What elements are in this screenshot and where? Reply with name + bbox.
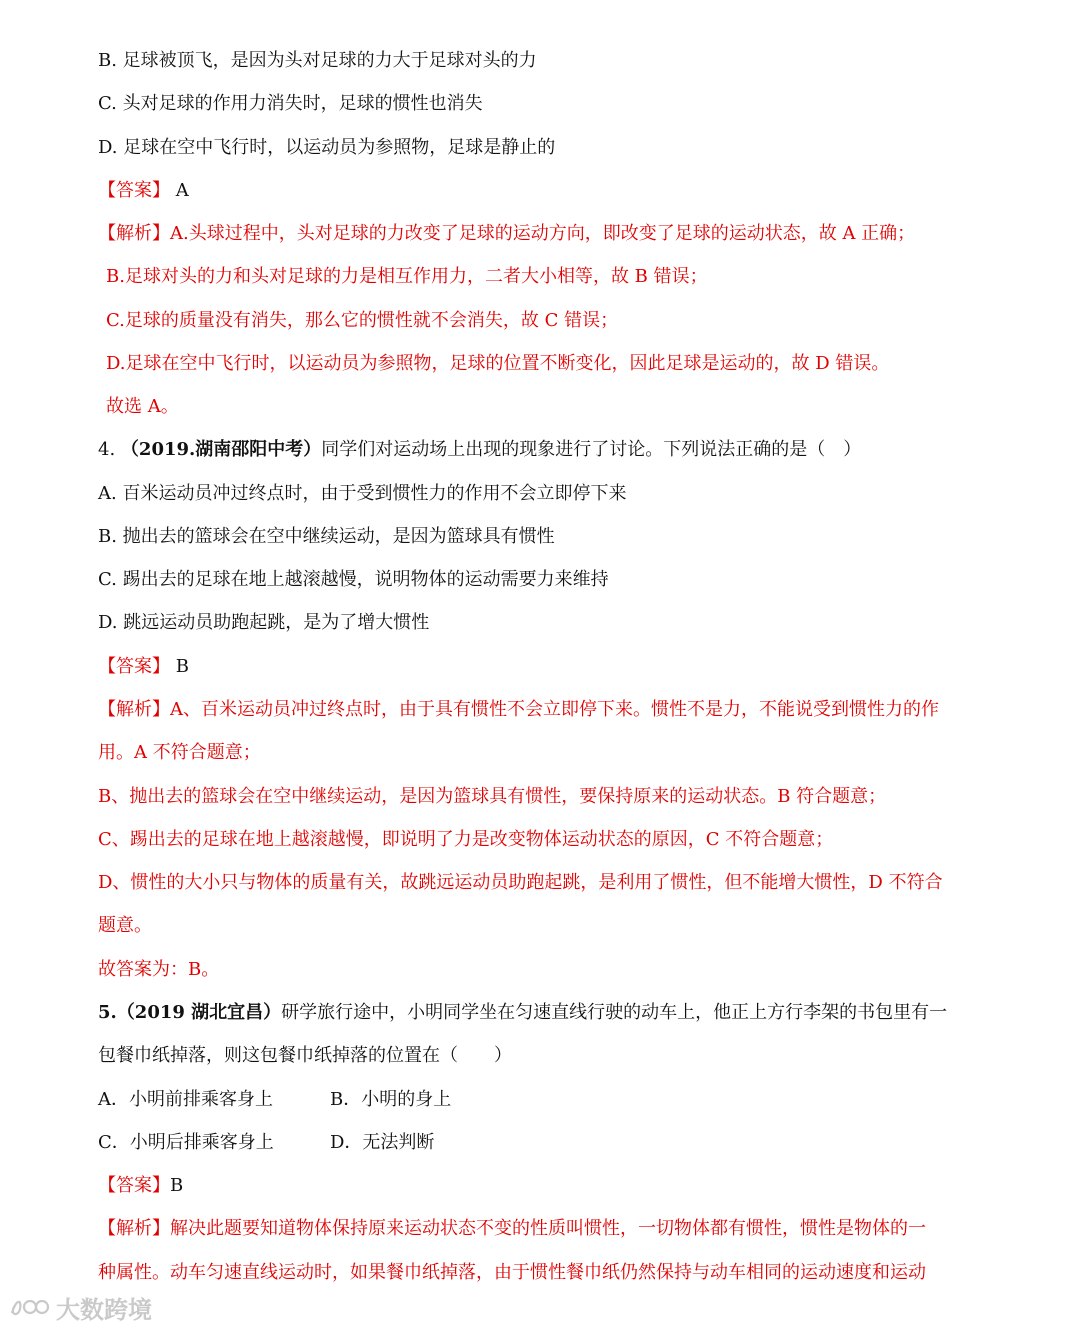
q4-answer [98, 655, 988, 679]
q5-stem-line-1 [98, 1001, 988, 1025]
watermark-logo-icon [8, 1295, 50, 1319]
q3-analysis-line-2: B.足球对头的力和头对足球的力是相互作用力，二者大小相等，故 B 错误； [106, 266, 708, 287]
q3-analysis-line-3: C.足球的质量没有消失，那么它的惯性就不会消失，故 C 错误； [106, 310, 619, 331]
q4-option-b: B. 抛出去的篮球会在空中继续运动，是因为篮球具有惯性 [98, 526, 555, 547]
q5-analysis-line-1 [98, 1217, 988, 1241]
q5-answer [98, 1174, 988, 1198]
q5-options-row-2 [98, 1131, 988, 1155]
q3-analysis-line-5: 故选 A。 [106, 396, 179, 417]
q4-option-c: C. 踢出去的足球在地上越滚越慢，说明物体的运动需要力来维持 [98, 569, 609, 590]
q5-stem-text-1: 研学旅行途中，小明同学坐在匀速直线行驶的动车上，他正上方行李架的书包里有一 [281, 1002, 948, 1023]
q3-option-b: B. 足球被顶飞，是因为头对足球的力大于足球对头的力 [98, 50, 537, 71]
q5-analysis-line-2: 种属性。动车匀速直线运动时，如果餐巾纸掉落，由于惯性餐巾纸仍然保持与动车相同的运动速度和运动 [98, 1262, 926, 1283]
q3-answer [98, 179, 988, 203]
q5-option-d: D．无法判断 [330, 1132, 435, 1153]
q4-analysis-line-2: B、抛出去的篮球会在空中继续运动，是因为篮球具有惯性，要保持原来的运动状态。B 符合题意； [98, 786, 887, 807]
q4-analysis-line-4b: 题意。 [98, 915, 152, 936]
q5-option-a: A．小明前排乘客身上 [98, 1089, 273, 1110]
q4-analysis-line-5: 故答案为：B。 [98, 959, 220, 980]
q3-option-d: D. 足球在空中飞行时，以运动员为参照物，足球是静止的 [98, 137, 556, 158]
q4-option-d: D. 跳远运动员助跑起跳，是为了增大惯性 [98, 612, 430, 633]
q4-answer-label: 【答案】 [98, 656, 170, 677]
watermark-text: 大数跨境 [56, 1295, 152, 1324]
q4-stem-text: 同学们对运动场上出现的现象进行了讨论。下列说法正确的是（ ） [321, 439, 862, 460]
q4-source: （2019.湖南邵阳中考） [120, 439, 322, 460]
q3-analysis-label: 【解析】 [98, 223, 170, 244]
q5-option-b: B．小明的身上 [330, 1089, 452, 1110]
q4-number: 4. [98, 439, 116, 460]
q3-answer-label: 【答案】 [98, 180, 170, 201]
q5-stem-line-2: 包餐巾纸掉落，则这包餐巾纸掉落的位置在（ ） [98, 1045, 512, 1066]
q3-option-c: C. 头对足球的作用力消失时，足球的惯性也消失 [98, 93, 483, 114]
q5-option-c: C．小明后排乘客身上 [98, 1132, 274, 1153]
q4-analysis-line-1 [98, 698, 988, 722]
q4-option-a: A. 百米运动员冲过终点时，由于受到惯性力的作用不会立即停下来 [98, 483, 627, 504]
q5-analysis-text-1: 解决此题要知道物体保持原来运动状态不变的性质叫惯性，一切物体都有惯性，惯性是物体的一 [170, 1218, 926, 1239]
q5-answer-value: B [170, 1175, 184, 1196]
q5-answer-label: 【答案】 [98, 1175, 170, 1196]
q4-analysis-text-1: A、百米运动员冲过终点时，由于具有惯性不会立即停下来。惯性不是力，不能说受到惯性力的作 [170, 699, 939, 720]
q5-number-source: 5.（2019 湖北宜昌） [98, 1002, 282, 1023]
q3-analysis-text-1: A.头球过程中，头对足球的力改变了足球的运动方向，即改变了足球的运动状态，故 A 正确； [170, 223, 916, 244]
q4-analysis-label: 【解析】 [98, 699, 170, 720]
q4-analysis-line-3: C、踢出去的足球在地上越滚越慢，即说明了力是改变物体运动状态的原因，C 不符合题意； [98, 829, 834, 850]
q3-answer-value: A [175, 180, 189, 201]
q4-analysis-line-4: D、惯性的大小只与物体的质量有关，故跳远运动员助跑起跳，是利用了惯性，但不能增大惯性，D 不符合 [98, 872, 943, 893]
q5-options-row-1 [98, 1088, 988, 1112]
q3-analysis-line-1 [98, 222, 988, 246]
q4-analysis-line-1b: 用。A 不符合题意； [98, 742, 261, 763]
q3-analysis-line-4: D.足球在空中飞行时，以运动员为参照物，足球的位置不断变化，因此足球是运动的，故 D 错误。 [106, 353, 890, 374]
q5-analysis-label: 【解析】 [98, 1218, 170, 1239]
q4-answer-value: B [175, 656, 189, 677]
watermark [8, 1292, 152, 1322]
q4-stem [98, 438, 988, 462]
